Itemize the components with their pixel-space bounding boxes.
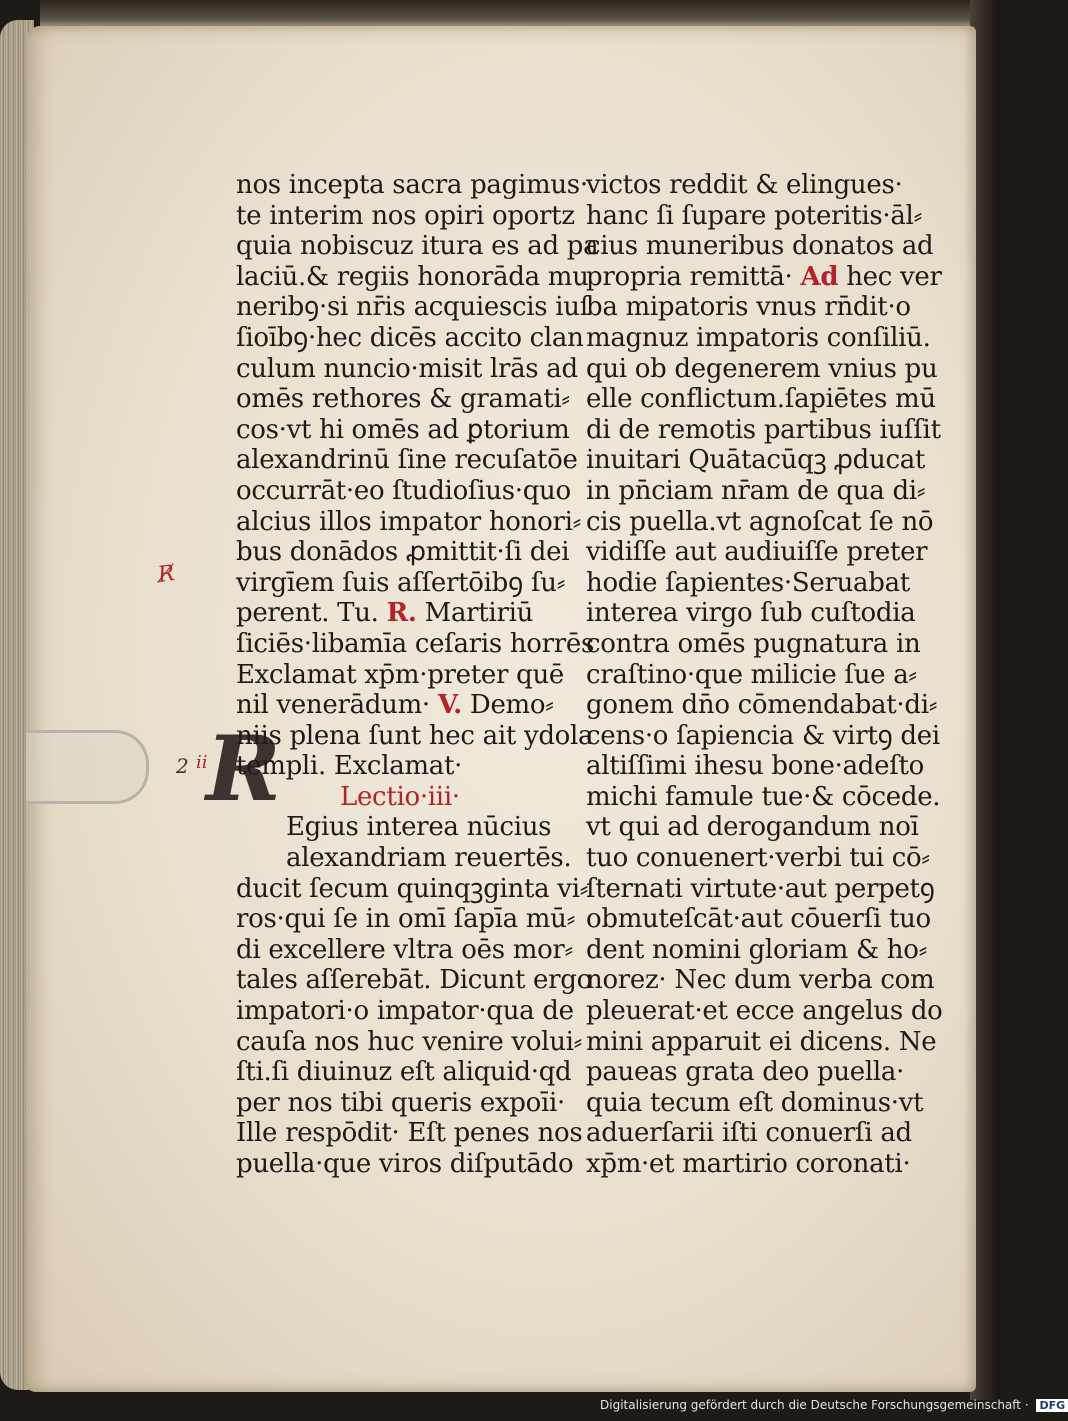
text-line [236,598,546,629]
text-line: Exclamat xp̄m·preter quē [236,659,564,690]
text-span: Nec dum verba com [674,965,935,996]
text-line [586,261,942,293]
text-line: neribꝯ·si nr̄is acquiescis iuſ [236,292,590,323]
footer-credit [600,1398,1068,1412]
text-span: mini apparuit ei dicens. [586,1026,891,1057]
text-span: hec ver [846,261,942,292]
text-line: in pn̄ciam nr̄am de qua di⸗ [586,475,926,506]
text-line: virgīem ſuis aſſertōibꝯ ſu⸗ [236,567,566,598]
text-line: Egius interea nūcius [286,812,552,843]
text-line [236,690,554,721]
text-line: michi famule tue·& cōcede. [586,781,941,812]
text-line [586,965,935,996]
text-span: Dicunt ergo [439,965,592,996]
text-line: cius muneribus donatos ad [586,231,934,262]
responsory-marker: R. [386,598,417,629]
margin-number-red: ii [196,752,208,773]
page-clip [26,730,149,804]
text-line: occurrāt·eo ſtudioſius·quo [236,475,571,506]
text-line: altiſſimi ihesu bone·adeſto [586,751,925,782]
footer-text: Digitalisierung gefördert durch die Deutsche Forschungsgemeinschaft · [600,1398,1029,1412]
text-line: hodie ſapientes·Seruabat [586,567,910,598]
text-line: omēs rethores & gramati⸗ [236,384,570,415]
text-line: cauſa nos huc venire volui⸗ [236,1026,583,1057]
text-line: gonem dn̄o cōmendabat·di⸗ [586,690,938,721]
book-top-edge [40,0,970,28]
text-line: bus donādos ꝓmittit·ſi dei [236,537,570,568]
text-span: Quātacūqꝫ [688,445,827,476]
text-line: paueas grata deo puella· [586,1057,905,1088]
text-line: di de remotis partibus iuſſit [586,414,941,445]
text-line [586,445,926,476]
margin-number: 2 [176,754,189,778]
text-span: Martiriū [424,598,534,629]
text-span: respōdit· [285,1118,400,1149]
text-line: puella·que viros diſputādo [236,1149,574,1179]
text-span: Eſt penes nos [407,1118,583,1149]
text-line: cis puella.vt agnoſcat ſe nō [586,506,934,537]
text-span: ꝓducat [834,445,926,476]
margin-responsory-mark: R̸ [156,560,177,589]
text-line: dent nomini gloriam & ho⸗ [586,934,927,965]
text-line: victos reddit & elingues· [586,170,903,200]
text-line: cos·vt hi omēs ad ꝑtorium [236,414,570,445]
text-line: contra omēs pugnatura in [586,628,921,659]
decorated-initial: R [206,716,281,822]
text-span: tales aſſerebāt. [236,965,432,996]
text-line: vidiſſe aut audiuiſſe preter [586,537,928,568]
text-span: Ne [898,1026,937,1057]
left-column [236,170,599,1180]
text-line: obmuteſcāt·aut cōuerſi tuo [586,904,931,935]
text-line: niis plena ſunt hec ait ydola [236,720,594,751]
text-line: magnuz impatoris conſiliū. [586,322,931,353]
text-line: vt qui ad derogandum noī [586,812,919,843]
text-span: nil venerādum· [236,690,430,721]
right-column [586,170,943,1180]
text-line: tuo conuenert·verbi tui cō⸗ [586,843,930,874]
rubric-initial: Ad [800,261,839,292]
text-span: perent. Tu. [236,598,379,629]
text-line: quia tecum eſt dominus·vt [586,1087,924,1118]
text-line: culum nuncio·misit lrās ad [236,353,578,384]
text-span: inuitari [586,445,681,476]
text-line: laciū.& regiis honorāda mu [236,261,589,292]
text-line: elle conflictum.ſapiētes mū [586,384,936,415]
text-line: xp̄m·et martirio coronati· [586,1149,911,1179]
text-line: quia nobiscuz itura es ad pa [236,231,599,262]
text-line: impatori·o impator·qua de [236,996,574,1027]
lectio-heading: Lectio·iii· [340,781,460,812]
text-line: ſioībꝯ·hec dicēs accito clan [236,322,584,353]
text-line: cens·o ſapiencia & virtꝯ dei [586,720,940,751]
text-line: alcius illos impator honori⸗ [236,506,581,537]
text-line: hanc ſi ſupare poteritis·āl⸗ [586,200,922,231]
text-line: ducit ſecum quinqꝫginta vi⸗ [236,873,589,904]
versicle-marker: V. [437,690,462,721]
text-line [586,1026,937,1058]
text-line: alexandriam reuertēs. [286,843,572,874]
text-line: te interim nos opiri oportz [236,200,575,231]
text-span: norez· [586,965,667,996]
text-line: craſtino·que milicie ſue a⸗ [586,659,917,690]
text-line: per nos tibi queris expoīi· [236,1087,565,1118]
text-span: propria remittā· [586,261,793,292]
text-span: Demo⸗ [469,690,554,721]
text-line: qui ob degenerem vnius pu [586,353,938,384]
text-line [236,965,592,996]
text-line: ſternati virtute·aut perpetꝯ [586,873,935,904]
text-line: ſti.ſi diuinuz eſt aliquid·qd [236,1057,572,1088]
text-line: alexandrinū ſine recuſatōe [236,445,578,476]
text-line: ros·qui ſe in omī ſapīa mū⸗ [236,904,575,935]
text-line: templi. Exclamat· [236,751,463,782]
text-line: interea virgo ſub cuſtodia [586,598,916,629]
text-line: pleuerat·et ecce angelus do [586,996,943,1027]
dfg-logo: DFG [1036,1399,1068,1412]
text-span: Ille [236,1118,278,1149]
text-line: ſiciēs·libamīa ceſaris horrēs [236,628,595,659]
text-line: aduerſarii iſti conuerſi ad [586,1118,912,1149]
text-line: ba mipatoris vnus rn̄dit·o [586,292,911,323]
text-line: nos incepta sacra pagimus· [236,170,588,200]
text-line: di excellere vltra oēs mor⸗ [236,934,573,965]
text-line [236,1118,583,1149]
